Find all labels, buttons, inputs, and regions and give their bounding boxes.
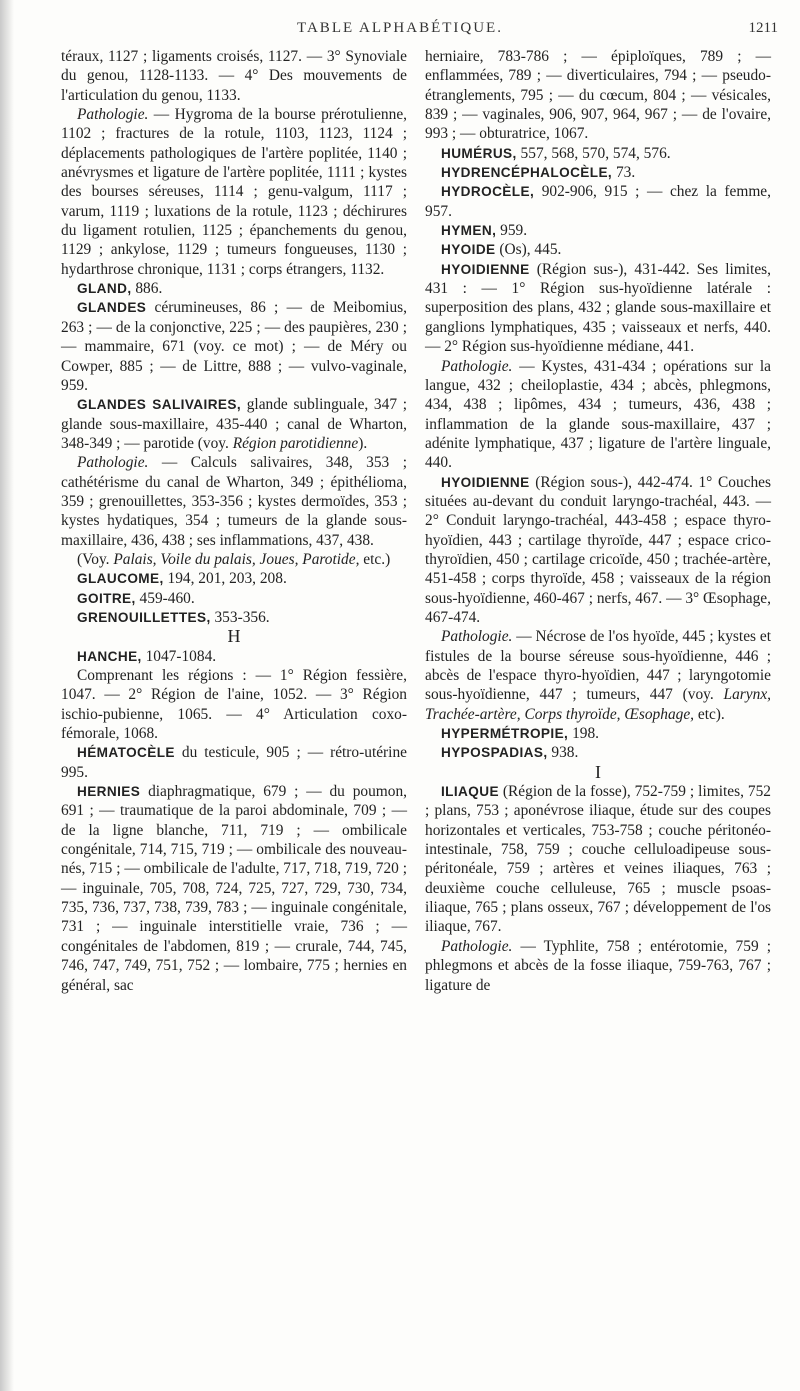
entry-text: (Région sous-), 442-474. 1° Couches situées au-devant du conduit laryngo-trachéal, 443. — 2° Conduit laryngo-trachéal, 443-458 ; espace thyro-hyoïdien, 443 ; cartilage thyroïde, 447 ; espace crico-thyroïdien, 450 ; cartilage cricoïde, 450 ; trachée-artère, 451-458 ; corps thyroïde, 458 ; vaisseaux de la région sous-hyoïdienne, 460-467 ; nerfs, 467. — 3° Œsophage, 467-474.	[425, 473, 771, 626]
entry-headword: GLANDES	[77, 300, 147, 316]
entry-text: 557, 568, 570, 574, 576.	[516, 144, 671, 162]
entry-text: — Nécrose de l'os hyoïde, 445 ; kystes et fistules de la bourse séreuse sous-hyoïdienne, 446 ; abcès de l'espace thyro-hyoïdien, 447 ; laryngotomie sous-hyoïdienne, 447 ; tumeurs, 447 (voy.	[425, 628, 771, 704]
entry-text: glande sublinguale, 347 ; glande sous-maxillaire, 435-440 ; canal de Wharton, 348-349 ; — parotide (voy.	[61, 396, 407, 452]
index-entry	[61, 569, 407, 588]
index-entry	[61, 279, 407, 298]
entry-headword: HANCHE,	[77, 648, 142, 664]
entry-headword: HYOIDE	[441, 242, 496, 258]
section-letter: H	[227, 626, 241, 647]
index-paragraph	[425, 357, 771, 473]
index-entry	[425, 724, 771, 743]
index-entry	[61, 647, 407, 666]
index-entry	[425, 743, 771, 762]
index-entry	[425, 221, 771, 240]
entry-text: cérumineuses, 86 ; — de Meibomius, 263 ; — de la conjonctive, 225 ; — des paupières, 230 ; — mammaire, 671 (voy. ce mot) ; — de Méry ou Cowper, 885 ; — de Littre, 888 ; — vulvo-vaginale, 959.	[61, 299, 407, 394]
entry-headword: GLAUCOME,	[77, 571, 164, 587]
index-entry	[61, 782, 407, 995]
cross-reference: Région parotidienne	[232, 434, 359, 452]
entry-text: diaphragmatique, 679 ; — du poumon, 691 ; — traumatique de la paroi abdominale, 709 ; — de la ligne blanche, 711, 719 ; — ombilicale congénitale, 714, 715, 719 ; — ombilicale des nouveau-nés, 715 ; — ombilicale de l'adulte, 717, 718, 719, 720 ; — inguinale, 705, 708, 724, 725, 727, 729, 730, 734, 735, 736, 737, 738, 739, 783 ; — inguinale congénitale, 731 ; — inguinale interstitielle vraie, 736 ; — congénitales de l'abdomen, 819 ; — crurale, 744, 745, 746, 747, 749, 751, 752 ; — lombaire, 775 ; hernies en général, sac	[61, 783, 407, 994]
index-paragraph	[61, 105, 407, 279]
entry-text: 886.	[131, 280, 163, 298]
index-entry	[425, 240, 771, 259]
entry-text: herniaire, 783-786 ; — épiploïques, 789 ; — enflammées, 789 ; — diverticulaires, 794 ; — pseudo-étranglements, 795 ; — du cœcum, 804 ; — vésicales, 839 ; — vaginales, 906, 907, 964, 967 ; — de l'ovaire, 993 ; — obturatrice, 1067.	[425, 48, 771, 143]
section-letter: I	[595, 761, 601, 782]
index-entry	[61, 743, 407, 782]
section-label: Pathologie.	[441, 357, 513, 375]
index-entry	[425, 163, 771, 182]
entry-headword: GLAND,	[77, 281, 132, 297]
index-paragraph	[61, 47, 407, 105]
section-label: Pathologie.	[441, 937, 513, 955]
entry-text: — Kystes, 431-434 ; opérations sur la langue, 432 ; cheiloplastie, 434 ; abcès, phlegmons, 434, 438 ; lipômes, 434 ; tumeurs, 436, 438 ; inflammation de la glande sous-maxillaire, 437 ; adénite lymphatique, 437 ; ligature de l'artère linguale, 440.	[425, 357, 771, 472]
index-paragraph	[61, 666, 407, 743]
index-entry	[425, 144, 771, 163]
entry-headword: HERNIES	[77, 784, 141, 800]
cross-reference: Larynx, Trachée-artère, Corps thyroïde, Œsophage,	[425, 686, 771, 723]
index-paragraph	[425, 47, 771, 144]
entry-headword: HÉMATOCÈLE	[77, 745, 175, 761]
entry-text: (Voy.	[77, 550, 114, 568]
index-entry	[61, 298, 407, 395]
entry-text: 198.	[568, 725, 599, 743]
entry-headword: HYOIDIENNE	[441, 261, 530, 277]
index-entry	[425, 782, 771, 937]
entry-headword: HYPERMÉTROPIE,	[441, 726, 569, 742]
entry-tail: ).	[358, 434, 368, 452]
entry-headword: ILIAQUE	[441, 784, 499, 800]
entry-text: — Typhlite, 758 ; entérotomie, 759 ; phlegmons et abcès de la fosse iliaque, 759-763, 767 ; ligature de	[425, 937, 771, 994]
entry-text: Comprenant les régions : — 1° Région fessière, 1047. — 2° Région de l'aine, 1052. — 3° Région ischio-pubienne, 1065. — 4° Articulation coxo-fémorale, 1068.	[61, 667, 407, 743]
right-column	[425, 47, 771, 995]
index-entry	[61, 589, 407, 608]
entry-text: 459-460.	[135, 589, 195, 607]
page-number: 1211	[748, 20, 778, 36]
cross-reference: Palais, Voile du palais, Joues, Parotide,	[113, 550, 360, 568]
entry-headword: HUMÉRUS,	[441, 145, 517, 161]
entry-headword: HYMEN,	[441, 223, 497, 239]
entry-text: téraux, 1127 ; ligaments croisés, 1127. — 3° Synoviale du genou, 1128-1133. — 4° Des mouvements de l'articulation du genou, 1133.	[61, 48, 407, 104]
entry-text: 1047-1084.	[141, 647, 217, 665]
page-edge-shadow	[0, 0, 14, 1391]
entry-tail: etc).	[694, 705, 725, 723]
entry-text: 194, 201, 203, 208.	[163, 570, 287, 588]
entry-text: (Région de la fosse), 752-759 ; limites, 752 ; plans, 753 ; aponévrose iliaque, étude sur des coupes horizontales et verticales, 753-758 ; couche péritonéo-intestinale, 758, 759 ; couche celluloadipeuse sous-péritonéale, 759 ; artères et veines iliaques, 763 ; deuxième couche celluleuse, 765 ; muscle psoas-iliaque, 765 ; plans osseux, 767 ; développement de l'os iliaque, 767.	[425, 783, 771, 936]
entry-text: — Calculs salivaires, 348, 353 ; cathétérisme du canal de Wharton, 349 ; épithélioma, 359 ; grenouillettes, 353-356 ; kystes dermoïdes, 353 ; kystes hydatiques, 354 ; tumeurs de la glande sous-maxillaire, 436, 438 ; ses inflammations, 437, 438.	[61, 454, 407, 549]
entry-headword: GOITRE,	[77, 590, 136, 606]
page-header	[0, 12, 800, 42]
entry-text: 902-906, 915 ; — chez la femme, 957.	[425, 183, 771, 220]
entry-headword: HYOIDIENNE	[441, 474, 530, 490]
entry-text: 938.	[547, 744, 579, 762]
entry-text: 73.	[612, 164, 636, 182]
index-paragraph	[425, 937, 771, 995]
index-entry	[61, 395, 407, 453]
entry-text: 959.	[496, 222, 528, 240]
section-label: Pathologie.	[77, 106, 149, 124]
index-entry	[425, 260, 771, 357]
entry-headword: HYPOSPADIAS,	[441, 745, 548, 761]
entry-text: (Os), 445.	[495, 241, 562, 259]
entry-headword: HYDROCÈLE,	[441, 184, 535, 200]
section-label: Pathologie.	[77, 454, 149, 472]
entry-tail: etc.)	[359, 550, 391, 568]
index-entry	[425, 182, 771, 221]
section-label: Pathologie.	[441, 628, 513, 646]
index-paragraph	[61, 550, 407, 569]
entry-headword: HYDRENCÉPHALOCÈLE,	[441, 165, 613, 181]
running-title: TABLE ALPHABÉTIQUE.	[297, 20, 503, 36]
entry-text: (Région sus-), 431-442. Ses limites, 431 : — 1° Région sus-hyoïdienne latérale : superposition des plans, 432 ; glande sous-maxillaire et ganglions lymphatiques, 435 ; vaisseaux et nerfs, 440. — 2° Région sus-hyoïdienne médiane, 441.	[425, 260, 771, 356]
index-entry	[61, 608, 407, 627]
entry-text: 353-356.	[210, 608, 270, 626]
entry-headword: GLANDES SALIVAIRES,	[77, 397, 242, 413]
index-entry	[425, 473, 771, 628]
entry-headword: GRENOUILLETTES,	[77, 609, 211, 625]
left-column	[61, 47, 407, 995]
entry-text: — Hygroma de la bourse prérotulienne, 1102 ; fractures de la rotule, 1103, 1123, 1124 ; déplacements pathologiques de l'artère poplitée, 1140 ; anévrysmes et ligature de l'artère poplitée, 1111 ; kystes des bourses séreuses, 1114 ; genu-valgum, 1117 ; varum, 1119 ; luxations de la rotule, 1123 ; déchirures du ligament rotulien, 1125 ; épanchements du genou, 1129 ; ankylose, 1129 ; tumeurs fongueuses, 1130 ; hydarthrose chronique, 1131 ; corps étrangers, 1132.	[61, 106, 407, 278]
index-paragraph	[61, 453, 407, 550]
entry-text: du testicule, 905 ; — rétro-utérine 995.	[61, 744, 407, 781]
index-paragraph	[425, 627, 771, 724]
